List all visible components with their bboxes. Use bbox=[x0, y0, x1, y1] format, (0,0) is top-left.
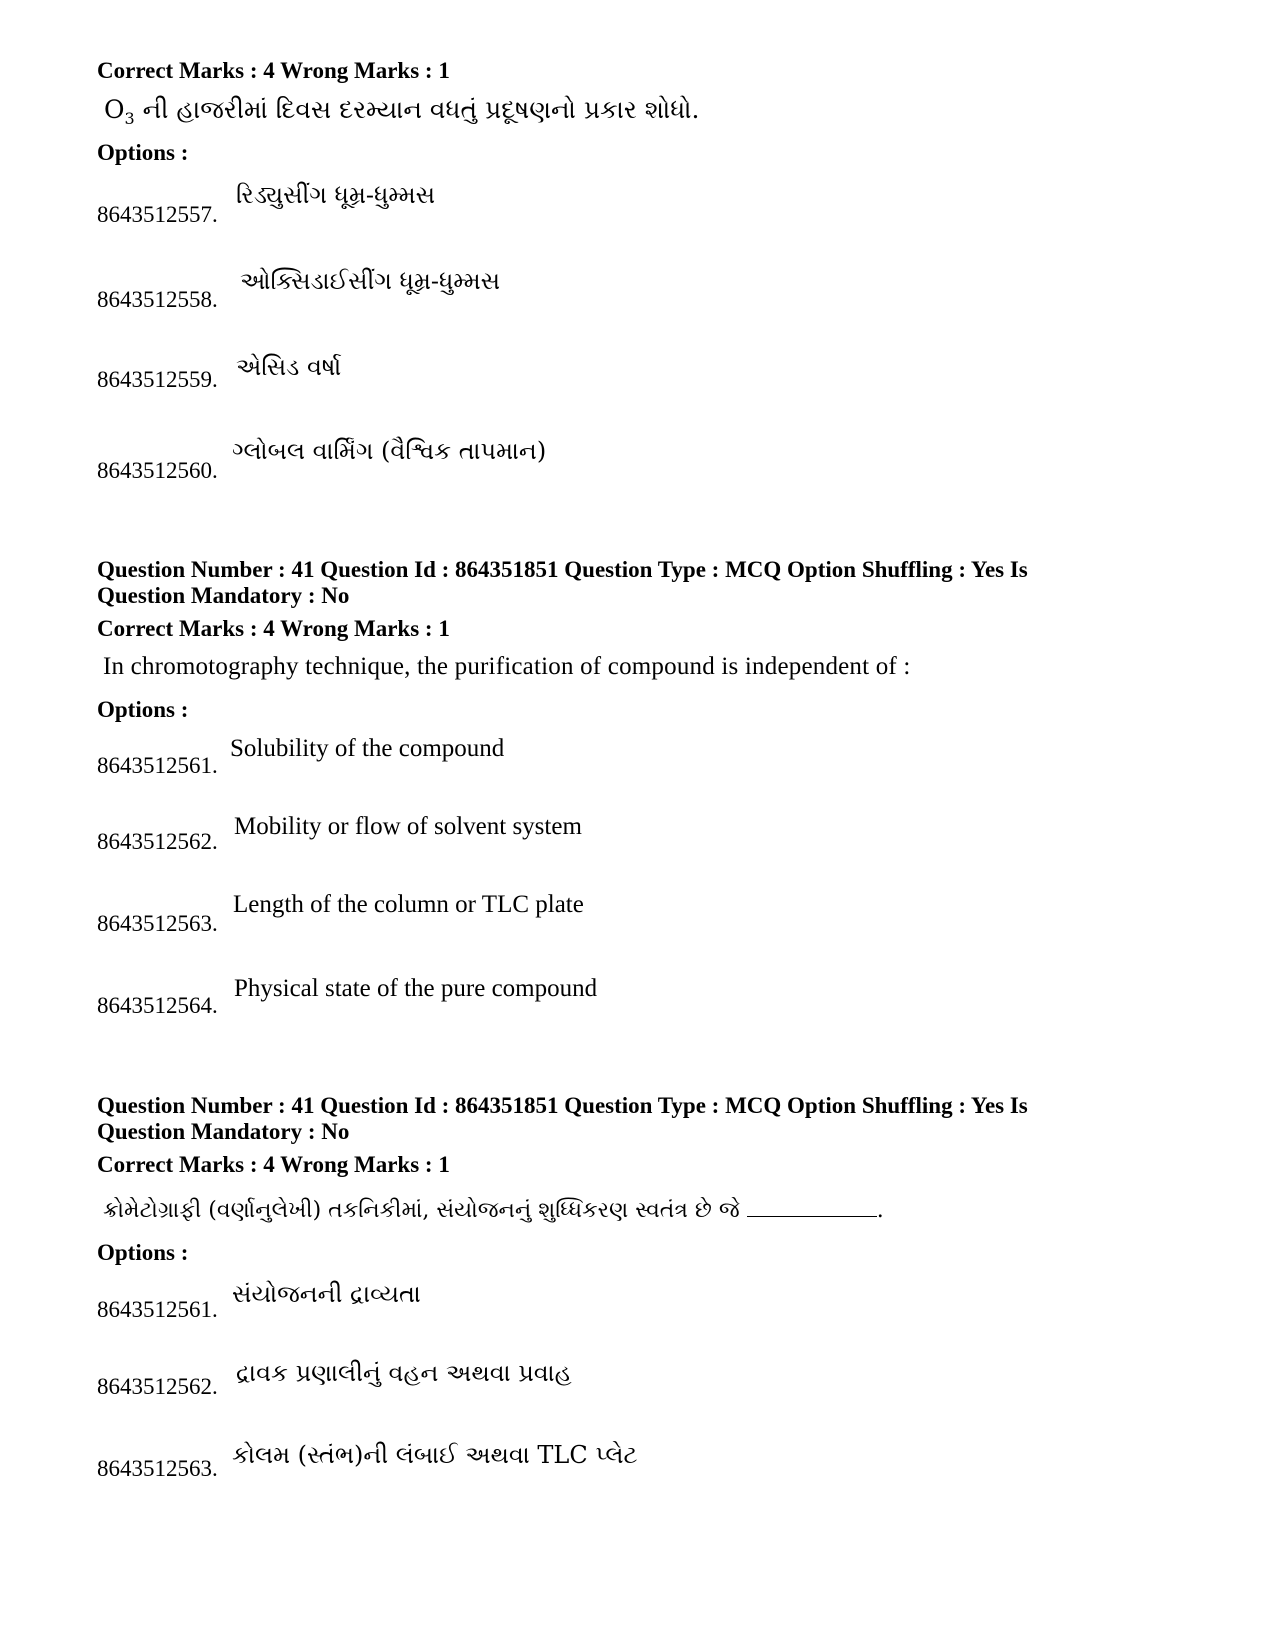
question-text-prefix: O bbox=[104, 95, 125, 124]
question-text-rest: ની હાજરીમાં દિવસ દરમ્યાન વધતું પ્રદૂષણનો પ્રકાર શોધો. bbox=[134, 95, 700, 124]
question-header-line2: Question Mandatory : No bbox=[97, 1119, 350, 1144]
option-id: 8643512564. bbox=[97, 993, 218, 1018]
option-id: 8643512559. bbox=[97, 367, 218, 392]
option-id: 8643512561. bbox=[97, 753, 218, 778]
option-text: Solubility of the compound bbox=[230, 735, 505, 762]
options-label: Options : bbox=[97, 1240, 189, 1265]
question-header-line1: Question Number : 41 Question Id : 864351851 Question Type : MCQ Option Shuffling : Yes Is bbox=[97, 557, 1028, 582]
option-text: Physical state of the pure compound bbox=[234, 975, 598, 1002]
question-text bbox=[104, 95, 699, 134]
option-id: 8643512562. bbox=[97, 1374, 218, 1399]
question-text bbox=[103, 1194, 884, 1226]
option-text: Mobility or flow of solvent system bbox=[234, 813, 582, 840]
question-header-line2: Question Mandatory : No bbox=[97, 583, 350, 608]
option-id: 8643512560. bbox=[97, 458, 218, 483]
option-id: 8643512557. bbox=[97, 202, 218, 227]
option-text: Length of the column or TLC plate bbox=[233, 891, 584, 918]
option-text: એસિડ વર્ષા bbox=[236, 353, 342, 381]
option-id: 8643512562. bbox=[97, 829, 218, 854]
marks-line: Correct Marks : 4 Wrong Marks : 1 bbox=[97, 58, 450, 83]
option-id: 8643512563. bbox=[97, 911, 218, 936]
option-text: ગ્લોબલ વાર્મિંગ (વૈશ્વિક તાપમાન) bbox=[232, 437, 547, 465]
question-text-main: ક્રોમેટોગ્રાફી (વર્ણાનુલેખી) તકનિકીમાં, સંયોજનનું શુધ્ધિકરણ સ્વતંત્ર છે જે bbox=[103, 1198, 740, 1223]
option-text: રિડ્યુસીંગ ધૂમ્ર-ધુમ્મસ bbox=[236, 181, 436, 209]
marks-line: Correct Marks : 4 Wrong Marks : 1 bbox=[97, 616, 450, 641]
option-id: 8643512563. bbox=[97, 1456, 218, 1481]
question-text: In chromotography technique, the purification of compound is independent of : bbox=[103, 653, 911, 680]
option-text: ઓક્સિડાઈસીંગ ધૂમ્ર-ધુમ્મસ bbox=[240, 267, 501, 295]
option-text: દ્રાવક પ્રણાલીનું વહન અથવા પ્રવાહ bbox=[236, 1359, 572, 1387]
question-text-subscript: 3 bbox=[124, 109, 135, 128]
option-text: કોલમ (સ્તંભ)ની લંબાઈ અથવા TLC પ્લેટ bbox=[232, 1441, 638, 1469]
options-label: Options : bbox=[97, 140, 189, 165]
options-label: Options : bbox=[97, 697, 189, 722]
answer-blank bbox=[747, 1194, 877, 1217]
question-text-end: . bbox=[876, 1198, 884, 1223]
marks-line: Correct Marks : 4 Wrong Marks : 1 bbox=[97, 1152, 450, 1177]
option-id: 8643512558. bbox=[97, 287, 218, 312]
option-id: 8643512561. bbox=[97, 1297, 218, 1322]
question-header-line1: Question Number : 41 Question Id : 864351851 Question Type : MCQ Option Shuffling : Yes Is bbox=[97, 1093, 1028, 1118]
option-text: સંયોજનની દ્રાવ્યતા bbox=[232, 1280, 421, 1308]
